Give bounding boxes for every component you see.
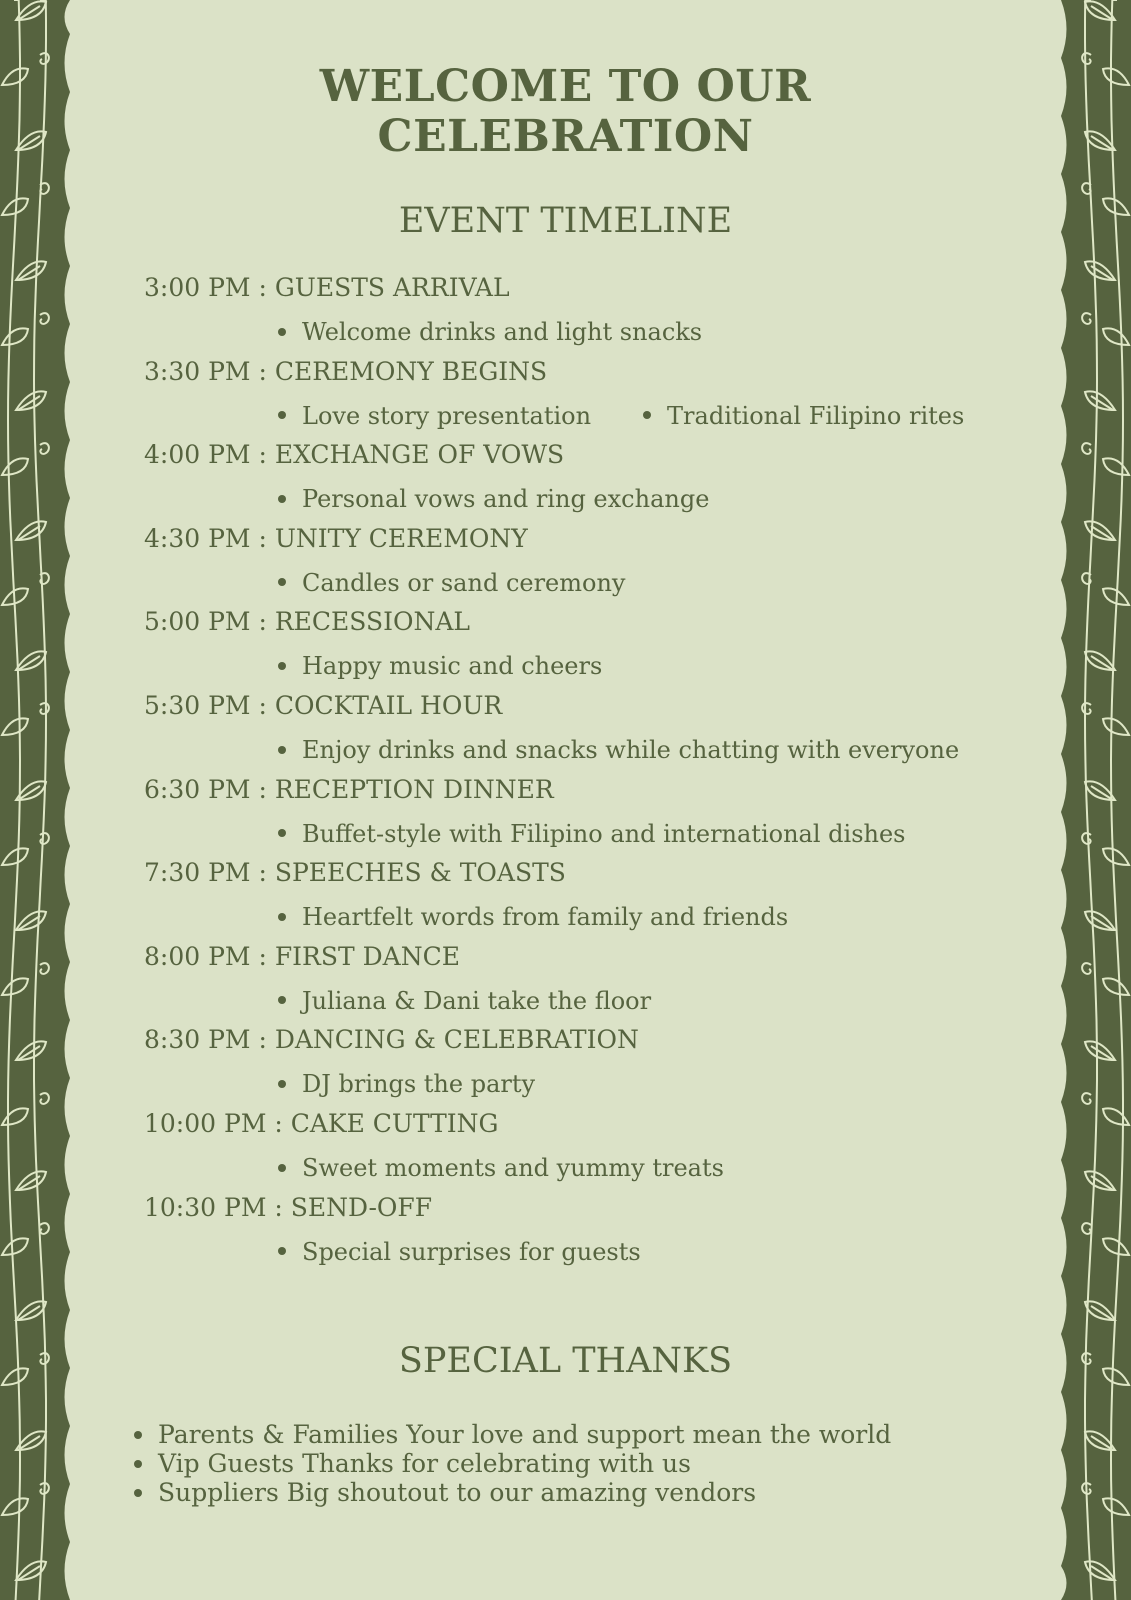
timeline-entry-time: 4:30 PM : UNITY CEREMONY xyxy=(144,523,528,553)
thanks-item: Vip Guests Thanks for celebrating with us xyxy=(134,1449,891,1478)
thanks-item: Suppliers Big shoutout to our amazing vendors xyxy=(134,1478,891,1507)
title-line-1: WELCOME TO OUR xyxy=(319,61,812,112)
timeline-note-text: Enjoy drinks and snacks while chatting with everyone xyxy=(302,736,960,764)
timeline-entry-time: 7:30 PM : SPEECHES & TOASTS xyxy=(144,858,566,888)
timeline-entry-time: 3:00 PM : GUESTS ARRIVAL xyxy=(144,273,510,302)
timeline-note-text: Heartfelt words from family and friends xyxy=(302,903,789,932)
timeline-note-text: Welcome drinks and light snacks xyxy=(302,318,703,346)
thanks-list xyxy=(134,1420,891,1507)
bullet-icon xyxy=(278,1247,286,1255)
timeline-entry-note xyxy=(278,651,602,681)
timeline-entry-note xyxy=(278,568,625,598)
timeline-entry-note xyxy=(278,317,702,347)
timeline-heading: EVENT TIMELINE xyxy=(398,201,733,241)
bullet-icon xyxy=(134,1431,142,1439)
timeline-entry-time: 3:30 PM : CEREMONY BEGINS xyxy=(144,356,548,386)
timeline-note-text: Love story presentation xyxy=(302,401,592,430)
bullet-icon xyxy=(134,1489,142,1497)
timeline-entry-time: 4:00 PM : EXCHANGE OF VOWS xyxy=(144,440,565,470)
timeline-entry-time: 10:30 PM : SEND-OFF xyxy=(144,1192,433,1222)
bullet-icon xyxy=(278,996,286,1004)
timeline-entry-time: 10:00 PM : CAKE CUTTING xyxy=(144,1109,499,1138)
timeline-note-text: Juliana & Dani take the floor xyxy=(302,986,652,1015)
timeline-note-text: Buffet-style with Filipino and international dishes xyxy=(302,819,906,848)
timeline-note-text: Candles or sand ceremony xyxy=(302,568,626,597)
timeline-entry-time: 8:30 PM : DANCING & CELEBRATION xyxy=(144,1025,639,1055)
bullet-icon xyxy=(278,913,286,921)
bullet-icon xyxy=(278,746,286,754)
bullet-icon xyxy=(278,578,286,586)
timeline-entry-time: 8:00 PM : FIRST DANCE xyxy=(144,941,460,971)
timeline-entry-note xyxy=(278,902,788,932)
bullet-icon xyxy=(278,411,286,419)
page-title xyxy=(0,62,1131,162)
timeline-entry-note xyxy=(278,986,651,1016)
timeline-note-text: Happy music and cheers xyxy=(302,652,603,681)
timeline-entry-note xyxy=(278,735,959,765)
bullet-icon xyxy=(134,1460,142,1468)
timeline-entry-time: 5:30 PM : COCKTAIL HOUR xyxy=(144,691,503,720)
timeline-entry-time: 6:30 PM : RECEPTION DINNER xyxy=(144,774,554,804)
bullet-icon xyxy=(278,662,286,670)
timeline-note-text: Sweet moments and yummy treats xyxy=(302,1154,724,1182)
timeline-note-text: DJ brings the party xyxy=(302,1070,536,1099)
thanks-item: Parents & Families Your love and support mean the world xyxy=(134,1420,891,1449)
title-line-2: CELEBRATION xyxy=(377,111,754,162)
bullet-icon xyxy=(278,1080,286,1088)
bullet-icon xyxy=(278,495,286,503)
bullet-icon xyxy=(278,829,286,837)
bullet-icon xyxy=(278,328,286,336)
bullet-icon xyxy=(278,1164,286,1172)
timeline-entry-note xyxy=(278,819,905,849)
timeline-entry-note xyxy=(278,1069,535,1099)
timeline-note-text: Special surprises for guests xyxy=(302,1237,641,1266)
timeline-note-text: Traditional Filipino rites xyxy=(667,401,965,430)
thanks-heading: SPECIAL THANKS xyxy=(398,1341,733,1381)
timeline-entry-note xyxy=(278,484,709,514)
timeline-entry-note xyxy=(278,1153,724,1183)
bullet-icon xyxy=(643,411,651,419)
timeline-entry-time: 5:00 PM : RECESSIONAL xyxy=(144,607,470,637)
timeline-note-text: Personal vows and ring exchange xyxy=(302,485,710,514)
timeline-entry-note xyxy=(278,401,964,431)
timeline-entry-note xyxy=(278,1237,641,1267)
